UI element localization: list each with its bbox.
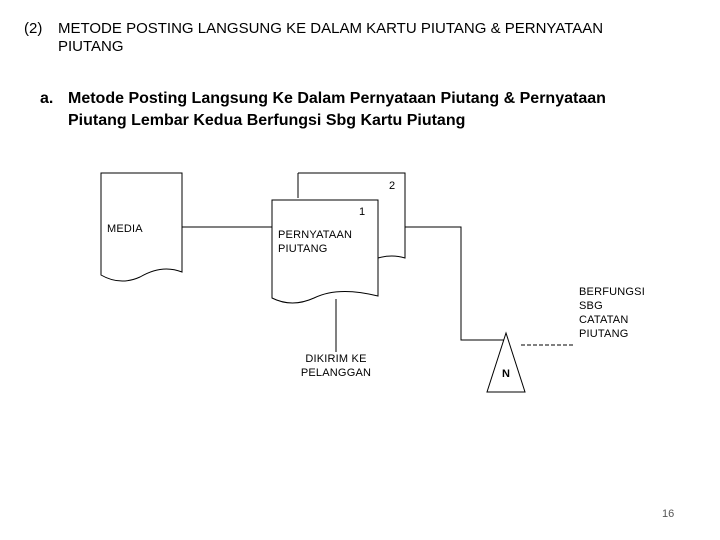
heading-line-1: METODE POSTING LANGSUNG KE DALAM KARTU PIUTANG & PERNYATAAN	[58, 20, 604, 37]
sent-label-line-2: PELANGGAN	[300, 367, 372, 379]
function-annotation	[579, 285, 645, 341]
sub-heading-line-2: Piutang Lembar Kedua Berfungsi Sbg Kartu Piutang	[68, 112, 466, 129]
sub-heading-letter: a.	[40, 90, 54, 107]
sent-to-customer-label	[296, 352, 376, 380]
document-label-line-2: PIUTANG	[278, 243, 328, 255]
copy-2-number: 2	[389, 180, 396, 192]
page-number: 16	[662, 508, 675, 520]
document-label	[278, 228, 352, 256]
connector-copy-to-file	[405, 227, 506, 340]
function-line-2: SBG	[579, 300, 603, 312]
media-label: MEDIA	[107, 223, 143, 235]
file-label: N	[502, 368, 511, 380]
heading-number: (2)	[24, 20, 43, 37]
function-line-1: BERFUNGSI	[579, 286, 645, 298]
sub-heading-line-1: Metode Posting Langsung Ke Dalam Pernyataan Piutang & Pernyataan	[68, 90, 606, 107]
file-storage-triangle	[487, 333, 525, 392]
sent-label-line-1: DIKIRIM KE	[305, 353, 367, 365]
copy-1-number: 1	[359, 206, 366, 218]
document-label-line-1: PERNYATAAN	[278, 229, 353, 241]
heading-line-2: PIUTANG	[58, 38, 124, 55]
function-line-3: CATATAN	[579, 314, 629, 326]
function-line-4: PIUTANG	[579, 328, 629, 340]
